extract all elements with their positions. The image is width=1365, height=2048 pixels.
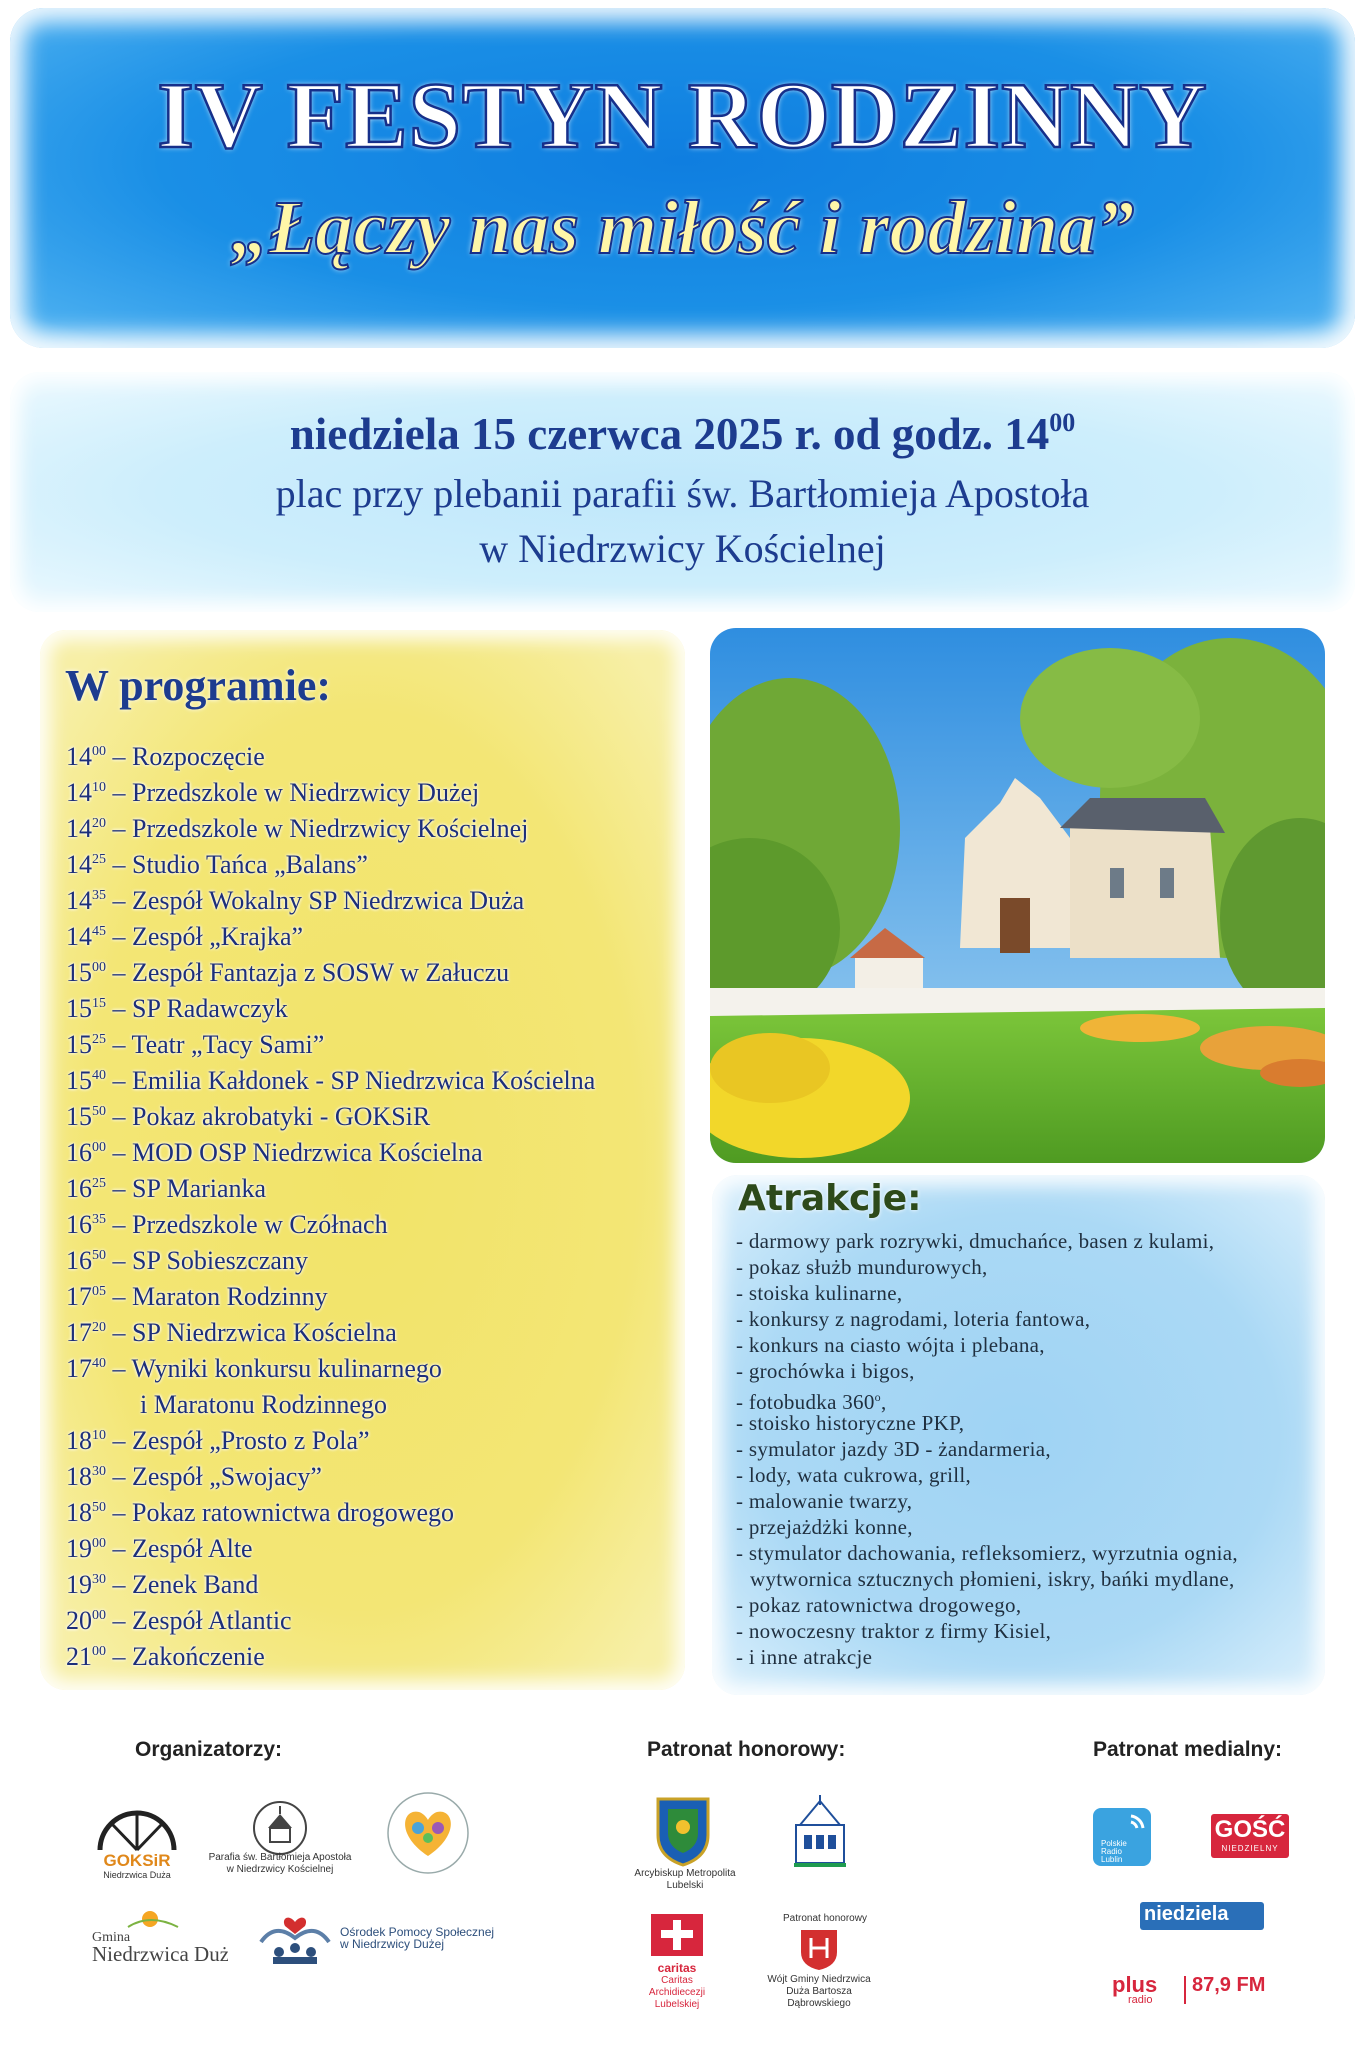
program-item	[66, 1202, 686, 1238]
program-item-hour: 18	[66, 1462, 92, 1491]
attraction-item	[736, 1306, 1336, 1332]
program-item-hour: 19	[66, 1534, 92, 1563]
attraction-item	[736, 1332, 1336, 1358]
radio-lublin-logo	[1093, 1808, 1151, 1866]
heart-family-logo	[385, 1790, 471, 1876]
attraction-item-label: - darmowy park rozrywki, dmuchańce, basen z kulami,	[736, 1229, 1215, 1253]
attraction-item-label: - malowanie twarzy,	[736, 1489, 913, 1513]
program-item-hour: 17	[66, 1354, 92, 1383]
program-item-minutes: 00	[92, 744, 106, 759]
attraction-item-superscript: o	[874, 1390, 881, 1404]
program-item-hour: 16	[66, 1174, 92, 1203]
gmina-logo-line2: Niedrzwica Duża	[92, 1942, 228, 1965]
program-item-minutes: 30	[92, 1464, 106, 1479]
attraction-item	[736, 1488, 1336, 1514]
attraction-item-label: - stoiska kulinarne,	[736, 1281, 903, 1305]
program-item-hour: 19	[66, 1570, 92, 1599]
honorary-patronage-title: Patronat honorowy:	[647, 1738, 846, 1761]
program-item-minutes: 00	[92, 1608, 106, 1623]
program-item-minutes: 30	[92, 1572, 106, 1587]
niedziela-logo-text: niedziela	[1144, 1903, 1229, 1925]
header-banner	[10, 8, 1355, 348]
caritas-caption: Caritas Archidiecezji Lubelskiej	[648, 1975, 706, 2010]
attraction-item	[736, 1462, 1336, 1488]
attraction-item	[736, 1280, 1336, 1306]
attraction-item	[736, 1514, 1336, 1540]
attraction-item	[736, 1254, 1336, 1280]
program-item-hour: 18	[66, 1426, 92, 1455]
program-item-label: – Pokaz ratownictwa drogowego	[106, 1498, 455, 1527]
attraction-item-label: - lody, wata cukrowa, grill,	[736, 1463, 972, 1487]
program-item-label: i Maratonu Rodzinnego	[140, 1390, 387, 1419]
program-item	[66, 1274, 686, 1310]
program-item	[66, 842, 686, 878]
attraction-item-label: - symulator jazdy 3D - żandarmeria,	[736, 1437, 1051, 1461]
program-item-label: – Zespół „Krajka”	[106, 922, 304, 951]
program-item-label: – Studio Tańca „Balans”	[106, 850, 368, 879]
program-item	[66, 1022, 686, 1058]
program-item-label: – Zespół „Swojacy”	[106, 1462, 322, 1491]
parafia-logo-caption: Parafia św. Bartłomieja Apostoła w Niedrzwicy Kościelnej	[208, 1852, 352, 1875]
ops-logo-caption: Ośrodek Pomocy Społecznej w Niedrzwicy Dużej	[340, 1925, 495, 1951]
program-item-minutes: 40	[92, 1068, 106, 1083]
program-item-label: – SP Radawczyk	[106, 994, 288, 1023]
program-item-label: – Maraton Rodzinny	[106, 1282, 328, 1311]
attraction-item-label: - i inne atrakcje	[736, 1645, 873, 1669]
attraction-item-label: - pokaz służb mundurowych,	[736, 1255, 988, 1279]
event-subtitle: „Łączy nas miłość i rodzina”	[230, 186, 1135, 270]
attraction-item-suffix: ,	[880, 1390, 887, 1414]
event-date: niedziela 15 czerwca 2025 r. od godz. $14^{00}$	[289, 408, 1076, 459]
program-item	[66, 1058, 686, 1094]
program-item-label: – Wyniki konkursu kulinarnego	[106, 1354, 442, 1383]
program-item-minutes: 35	[92, 1212, 106, 1227]
program-item-label: – Rozpoczęcie	[106, 742, 265, 771]
program-item-hour: 14	[66, 778, 92, 807]
program-item-label: – Zespół Alte	[106, 1534, 253, 1563]
program-item-label: – Zakończenie	[106, 1642, 265, 1671]
goksir-logo	[92, 1800, 182, 1880]
program-heading: W programie:	[65, 661, 331, 710]
attractions-list	[736, 1228, 1336, 1670]
program-item-minutes: 25	[92, 852, 106, 867]
attraction-item	[736, 1592, 1336, 1618]
program-item-minutes: 10	[92, 1428, 106, 1443]
program-item-minutes: 50	[92, 1248, 106, 1263]
caritas-text: caritas	[657, 1961, 697, 1975]
program-item-minutes: 15	[92, 996, 106, 1011]
program-item-hour: 14	[66, 922, 92, 951]
ops-logo	[255, 1912, 335, 1966]
program-item	[66, 1310, 686, 1346]
organizers-title: Organizatorzy:	[135, 1738, 283, 1761]
program-item-hour: 21	[66, 1642, 92, 1671]
plus-radio-logo	[1112, 1972, 1272, 2010]
program-item-hour: 15	[66, 1066, 92, 1095]
program-item-minutes: 00	[92, 1536, 106, 1551]
program-item-label: – Pokaz akrobatyki - GOKSiR	[106, 1102, 431, 1131]
attraction-item	[736, 1358, 1336, 1384]
event-place-line2: w Niedrzwicy Kościelnej	[479, 526, 886, 571]
program-item	[66, 770, 686, 806]
program-item-label: – SP Niedrzwica Kościelna	[106, 1318, 397, 1347]
program-item-minutes: 00	[92, 1644, 106, 1659]
program-item-minutes: 40	[92, 1356, 106, 1371]
program-list	[66, 734, 686, 1670]
gosc-logo-text: GOŚĆ	[1214, 1816, 1286, 1843]
program-item-label: – Zespół Fantazja z SOSW w Załuczu	[106, 958, 510, 987]
event-place-line1: plac przy plebanii parafii św. Bartłomieja Apostoła	[275, 471, 1090, 516]
attraction-item-label: - konkurs na ciasto wójta i plebana,	[736, 1333, 1045, 1357]
program-item-minutes: 50	[92, 1500, 106, 1515]
svg-text:Radio: Radio	[1101, 1847, 1122, 1856]
program-item-minutes: 50	[92, 1104, 106, 1119]
plus-logo-subtext: radio	[1128, 1994, 1153, 2006]
attraction-item-label: - przejażdżki konne,	[736, 1515, 913, 1539]
svg-text:Polskie: Polskie	[1101, 1839, 1127, 1848]
program-item	[66, 950, 686, 986]
attraction-item	[736, 1540, 1336, 1566]
gmina-logo-line1: Gmina	[92, 1930, 131, 1945]
program-item-hour: 15	[66, 1102, 92, 1131]
program-item-label: – Przedszkole w Niedrzwicy Dużej	[106, 778, 480, 807]
program-item-label: – Zespół Atlantic	[106, 1606, 292, 1635]
attraction-item-label: - stymulator dachowania, refleksomierz, wyrzutnia ognia,	[736, 1541, 1238, 1565]
program-item	[66, 734, 686, 770]
program-item-hour: 14	[66, 814, 92, 843]
media-patronage-title: Patronat medialny:	[1093, 1738, 1283, 1761]
program-item	[66, 986, 686, 1022]
program-item	[66, 1382, 686, 1418]
church-photo	[710, 628, 1325, 1163]
church-building-logo	[790, 1795, 850, 1870]
program-item	[66, 1454, 686, 1490]
arcybiskup-coat-of-arms	[648, 1795, 718, 1867]
program-item-minutes: 25	[92, 1176, 106, 1191]
program-item-minutes: 10	[92, 780, 106, 795]
program-item	[66, 1598, 686, 1634]
gmina-logo	[88, 1905, 228, 1965]
program-item-hour: 17	[66, 1318, 92, 1347]
plus-logo-frequency: 87,9 FM	[1192, 1974, 1266, 1996]
program-item	[66, 1166, 686, 1202]
program-item-minutes: 20	[92, 1320, 106, 1335]
attraction-item	[736, 1566, 1336, 1592]
attraction-item-label: - nowoczesny traktor z firmy Kisiel,	[736, 1619, 1052, 1643]
program-item	[66, 1526, 686, 1562]
program-item	[66, 1418, 686, 1454]
program-item-label: – Teatr „Tacy Sami”	[106, 1030, 325, 1059]
program-item-label: – SP Marianka	[106, 1174, 267, 1203]
attraction-item-label: wytwornica sztucznych płomieni, iskry, bańki mydlane,	[750, 1567, 1235, 1591]
gosc-niedzielny-logo	[1211, 1814, 1289, 1858]
wojt-patronage-title: Patronat honorowy	[783, 1913, 867, 1924]
program-item-hour: 14	[66, 886, 92, 915]
program-item	[66, 806, 686, 842]
attraction-item	[736, 1618, 1336, 1644]
program-item-hour: 16	[66, 1246, 92, 1275]
event-title: IV FESTYN RODZINNY	[157, 64, 1208, 168]
wojt-coat-of-arms	[797, 1928, 841, 1972]
program-item-minutes: 20	[92, 816, 106, 831]
attraction-item-label: - fotobudka 360	[736, 1390, 875, 1414]
program-item	[66, 1634, 686, 1670]
attraction-item-label: - stoisko historyczne PKP,	[736, 1411, 965, 1435]
program-item-label: – Przedszkole w Czółnach	[106, 1210, 388, 1239]
svg-text:Lublin: Lublin	[1101, 1855, 1123, 1864]
program-item-label: – Zespół „Prosto z Pola”	[106, 1426, 370, 1455]
attraction-item-label: - pokaz ratownictwa drogowego,	[736, 1593, 1022, 1617]
program-item-minutes: 45	[92, 924, 106, 939]
program-item-hour: 16	[66, 1210, 92, 1239]
attraction-item	[736, 1384, 1336, 1414]
program-item-hour: 15	[66, 958, 92, 987]
program-item-minutes: 25	[92, 1032, 106, 1047]
plus-logo-text: plus	[1112, 1972, 1158, 1997]
program-item	[66, 1562, 686, 1598]
plus-logo-divider	[1184, 1976, 1186, 2004]
parafia-logo	[250, 1798, 310, 1858]
program-item-minutes: 00	[92, 960, 106, 975]
program-item-hour: 20	[66, 1606, 92, 1635]
attraction-item	[736, 1228, 1336, 1254]
arcybiskup-caption: Arcybiskup Metropolita Lubelski	[634, 1868, 736, 1891]
program-item-label: – Zespół Wokalny SP Niedrzwica Duża	[106, 886, 525, 915]
program-item-minutes: 00	[92, 1140, 106, 1155]
program-item-hour: 15	[66, 994, 92, 1023]
program-item	[66, 914, 686, 950]
program-item-minutes: 05	[92, 1284, 106, 1299]
niedziela-logo	[1140, 1902, 1264, 1930]
program-item	[66, 1346, 686, 1382]
wojt-caption: Wójt Gminy Niedrzwica Duża Bartosza Dąbrowskiego	[767, 1974, 871, 2009]
attraction-item-label: - grochówka i bigos,	[736, 1359, 915, 1383]
program-item-hour: 15	[66, 1030, 92, 1059]
program-item-hour: 17	[66, 1282, 92, 1311]
program-item	[66, 1130, 686, 1166]
attractions-heading: Atrakcje:	[738, 1178, 922, 1219]
attraction-item-label: - konkursy z nagrodami, loteria fantowa,	[736, 1307, 1091, 1331]
gosc-logo-subtext: NIEDZIELNY	[1221, 1844, 1279, 1853]
program-item-hour: 16	[66, 1138, 92, 1167]
program-item-hour: 14	[66, 742, 92, 771]
program-item	[66, 1094, 686, 1130]
program-item-label: – Przedszkole w Niedrzwicy Kościelnej	[106, 814, 529, 843]
program-item-label: – SP Sobieszczany	[106, 1246, 308, 1275]
program-item-label: – MOD OSP Niedrzwica Kościelna	[106, 1138, 483, 1167]
program-item	[66, 1238, 686, 1274]
program-item-label: – Emilia Kałdonek - SP Niedrzwica Kościelna	[106, 1066, 596, 1095]
caritas-logo	[647, 1910, 707, 1960]
goksir-logo-subtext: Niedrzwica Duża	[103, 1870, 171, 1880]
program-item-label: – Zenek Band	[106, 1570, 259, 1599]
attraction-item	[736, 1644, 1336, 1670]
program-item-hour: 18	[66, 1498, 92, 1527]
program-item-minutes: 35	[92, 888, 106, 903]
program-item-hour: 14	[66, 850, 92, 879]
attraction-item	[736, 1410, 1336, 1436]
attraction-item	[736, 1436, 1336, 1462]
program-item	[66, 1490, 686, 1526]
program-item	[66, 878, 686, 914]
goksir-logo-text: GOKSiR	[103, 1851, 171, 1870]
